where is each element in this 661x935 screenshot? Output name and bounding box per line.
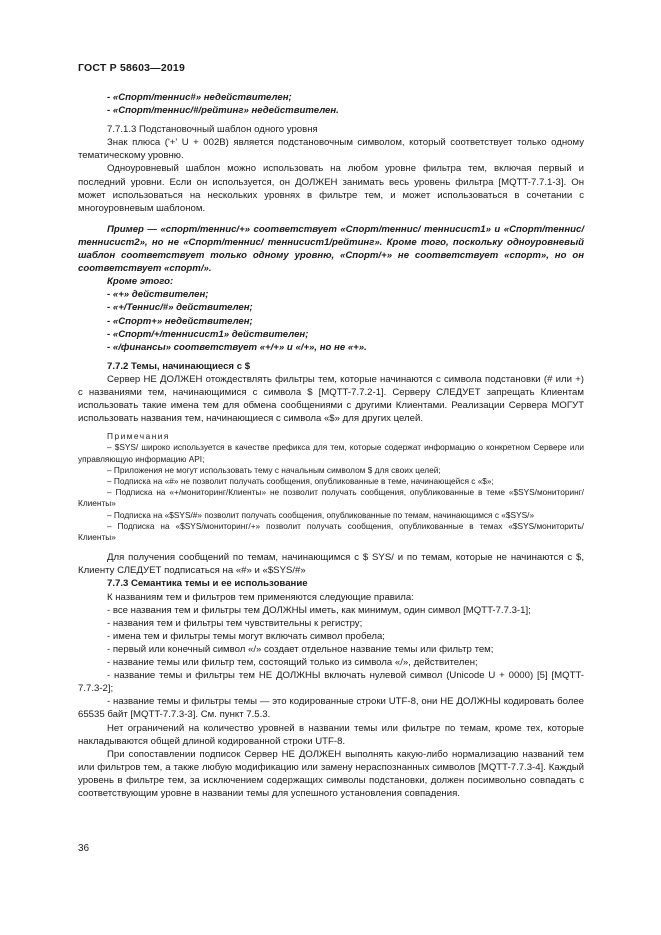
list-item: - «Спорт+» недействителен; bbox=[107, 315, 253, 327]
note-item: – Подписка на «$SYS/#» позволит получать сообщения, опубликованные по темам, начинающимся с «$SYS/» bbox=[107, 509, 535, 520]
rule-item: - название темы или фильтр тем, состоящий только из символа «/», действителен; bbox=[107, 657, 478, 669]
rule-item: - названия тем и фильтры тем чувствительны к регистру; bbox=[107, 617, 363, 629]
rule-item: - первый или конечный символ «/» создает отдельное название темы или фильтр тем; bbox=[107, 643, 494, 655]
section-heading: 7.7.2 Темы, начинающиеся с $ bbox=[107, 360, 251, 372]
notes-title: Примечания bbox=[107, 431, 170, 442]
list-item: - «+» действителен; bbox=[107, 289, 209, 301]
notes-block bbox=[78, 431, 584, 543]
rule-item: - название темы и фильтры тем НЕ ДОЛЖНЫ включать нулевой символ (Unicode U + 0000) [5] [MQTT-7.7.3-2]; bbox=[78, 670, 584, 695]
section-heading: 7.7.1.3 Подстановочный шаблон одного уровня bbox=[107, 124, 318, 136]
page-header: ГОСТ Р 58603—2019 bbox=[78, 62, 186, 74]
paragraph: Для получения сообщений по темам, начинающимся с $ SYS/ и по темам, которые не начинаются с $, Клиенту СЛЕДУЕТ подписаться на «#» и «$SYS/#» bbox=[78, 552, 584, 577]
section-heading: 7.7.3 Семантика темы и ее использование bbox=[107, 578, 308, 590]
note-item: – Подписка на «+/мониторинг/Клиенты» не позволит получать сообщения, опубликованные в теме «$SYS/мониторинг/Клиенты» bbox=[78, 487, 584, 509]
paragraph: При сопоставлении подписок Сервер НЕ ДОЛЖЕН выполнять какую-либо нормализацию названий тем или фильтров тем, а также любую модификацию или замену нераспознанных символов [MQTT-7.7.3-4]. Каждый уровень в фильтре тем, за исключением содержащих символы подстановки, должен посимвольно совпадать с соответствующим уровне в названии темы для успешного установления совпадения. bbox=[78, 748, 584, 799]
example-paragraph: Пример — «спорт/теннис/+» соответствует «Спорт/теннис/ теннисист1» и «Спорт/теннис/ теннисист2», но не «Спорт/теннис/ теннисист1/рейтинг». Кроме того, поскольку одноуровневый шаблон соответствует только одному уровню, «Спорт/+» не соответствует «спорт», но он соответствует «спорт/». bbox=[78, 223, 584, 275]
rule-item: - имена тем и фильтры темы могут включать символ пробела; bbox=[107, 630, 385, 642]
paragraph: Нет ограничений на количество уровней в названии темы или фильтре по темам, кроме тех, которые накладываются общей длиной кодированной строки UTF-8. bbox=[78, 722, 584, 747]
rule-item: - название темы и фильтры темы — это кодированные строки UTF-8, они НЕ ДОЛЖНЫ кодировать более 65535 байт [MQTT-7.7.3-3]. См. пункт 7.5.3. bbox=[78, 696, 584, 721]
paragraph: К названиям тем и фильтров тем применяются следующие правила: bbox=[107, 591, 414, 603]
paragraph: Одноуровневый шаблон можно использовать на любом уровне фильтра тем, включая первый и последний уровни. Если он используется, он ДОЛЖЕН занимать весь уровень фильтра [MQTT-7.7.1-3]. Он может использоваться на нескольких уровнях в фильтре тем, и может использоваться в сочетании с многоуровневым шаблоном. bbox=[78, 163, 584, 214]
paragraph: Сервер НЕ ДОЛЖЕН отождествлять фильтры тем, которые начинаются с символа подстановки (# или +) с названиями тем, начинающимися с символа $ [MQTT-7.7.2-1]. Серверу СЛЕДУЕТ запрещать Клиентам использовать такие имена тем для обмена сообщениями с другими Клиентами. Реализации Сервера МОГУТ использовать названия тем, начинающиеся с символа «$» для других целей. bbox=[78, 373, 584, 425]
example-lead: Кроме этого: bbox=[107, 276, 174, 288]
list-item: - «Спорт/теннис/#/рейтинг» недействителен. bbox=[107, 105, 339, 117]
list-item: - «+/Теннис/#» действителен; bbox=[107, 302, 253, 314]
note-item: – $SYS/ широко используется в качестве префикса для тем, которые содержат информацию о конкретном Сервере или управляющую информацию API; bbox=[78, 442, 584, 464]
list-item: - «Спорт/теннис#» недействителен; bbox=[107, 92, 292, 103]
note-item: – Приложения не могут использовать тему с начальным символом $ для своих целей; bbox=[107, 464, 441, 475]
paragraph: Знак плюса ('+' U + 002B) является подстановочным символом, который соответствует только одному тематическому уровню. bbox=[78, 137, 584, 162]
list-item: - «Спорт/+/теннисист1» действителен; bbox=[107, 328, 309, 340]
rule-item: - все названия тем и фильтры тем ДОЛЖНЫ иметь, как минимум, один символ [MQTT-7.7.3-1]; bbox=[107, 604, 531, 616]
list-item: - «/финансы» соответствует «+/+» и «/+», но не «+». bbox=[107, 341, 367, 353]
page-number: 36 bbox=[78, 843, 90, 854]
note-item: – Подписка на «$SYS/мониторинг/+» позволит получать сообщения, опубликованные в темах «$SYS/мониторить/Клиенты» bbox=[78, 520, 584, 543]
page-body bbox=[78, 91, 584, 800]
note-item: – Подписка на «#» не позволит получать сообщения, опубликованные в теме, начинающейся с «$»; bbox=[107, 476, 494, 487]
